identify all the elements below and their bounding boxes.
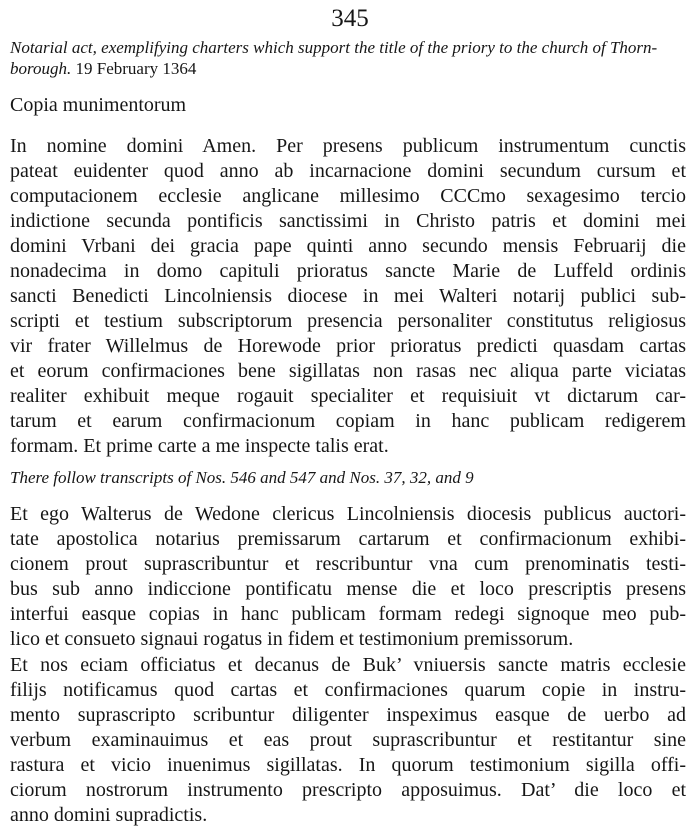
paragraph-line: pateat euidenter quod anno ab incarnacione domini secundum cursum et	[10, 160, 686, 182]
header-date: 19 February 1364	[75, 59, 197, 78]
paragraph-line: mento suprascripto scribuntur diligenter inspeximus easque de uerbo ad	[10, 704, 686, 726]
paragraph-line: Et nos eciam officiatus et decanus de Buk’ vniuersis sancte matris ecclesie	[10, 654, 686, 676]
paragraph-line: anno domini supradictis.	[10, 804, 208, 826]
paragraph-line: interfui easque copias in hanc publicam formam redegi signoque meo pub-	[10, 603, 686, 625]
paragraph-line: realiter exhibuit meque rogauit specialiter et requisiuit vt dictarum car-	[10, 385, 686, 407]
paragraph-line: Et ego Walterus de Wedone clericus Lincolniensis diocesis publicus auctori-	[10, 503, 686, 525]
paragraph-line: bus sub anno indiccione pontificatu mense die et loco prescriptis presens	[10, 578, 686, 600]
paragraph-line: lico et consueto signaui rogatus in fidem et testimonium premissorum.	[10, 628, 574, 650]
paragraph-line: ciorum nostrorum instrumento prescripto apposuimus. Dat’ die loco et	[10, 779, 686, 801]
header-description-line1: Notarial act, exemplifying charters which support the title of the priory to the church of Thorn-	[10, 38, 658, 57]
paragraph-line: tarum et earum confirmacionum copiam in hanc publicam redigerem	[10, 410, 686, 432]
editorial-note: There follow transcripts of Nos. 546 and 547 and Nos. 37, 32, and 9	[10, 468, 474, 487]
paragraph-line: scripti et testium subscriptorum presencia personaliter constitutus religiosus	[10, 310, 686, 332]
paragraph-line: tate apostolica notarius premissarum cartarum et confirmacionum exhibi-	[10, 528, 686, 550]
paragraph-line: nonadecima in domo capituli prioratus sancte Marie de Luffeld ordinis	[10, 260, 686, 282]
paragraph-line: verbum examinauimus et eas prout suprascribuntur et restitantur sine	[10, 729, 686, 751]
header-description-line2: borough.	[10, 59, 72, 78]
page-number: 345	[331, 5, 369, 32]
paragraph-line: indictione secunda pontificis sanctissimi in Christo patris et domini mei	[10, 210, 686, 232]
paragraph-line: sancti Benedicti Lincolniensis diocese in mei Walteri notarij publici sub-	[10, 285, 686, 307]
section-heading: Copia munimentorum	[10, 94, 187, 116]
paragraph-line: In nomine domini Amen. Per presens publicum instrumentum cunctis	[10, 135, 686, 157]
paragraph-line: cionem prout suprascribuntur et rescribuntur vna cum prenominatis testi-	[10, 553, 686, 575]
paragraph-line: computacionem ecclesie anglicane millesimo CCCmo sexagesimo tercio	[10, 185, 686, 207]
header-note	[10, 37, 686, 79]
paragraph-3	[10, 653, 686, 828]
paragraph-line: et eorum confirmaciones bene sigillatas non rasas nec aliqua parte viciatas	[10, 360, 686, 382]
paragraph-1	[10, 134, 686, 459]
paragraph-line: filijs notificamus quod cartas et confirmaciones quarum copie in instru-	[10, 679, 686, 701]
paragraph-line: vir frater Willelmus de Horewode prior prioratus predicti quasdam cartas	[10, 335, 686, 357]
paragraph-line: domini Vrbani dei gracia pape quinti anno secundo mensis Februarij die	[10, 235, 686, 257]
paragraph-line: rastura et vicio inuenimus sigillatas. In quorum testimonium sigilla offi-	[10, 754, 686, 776]
paragraph-2	[10, 502, 686, 652]
paragraph-line: formam. Et prime carte a me inspecte talis erat.	[10, 435, 389, 457]
